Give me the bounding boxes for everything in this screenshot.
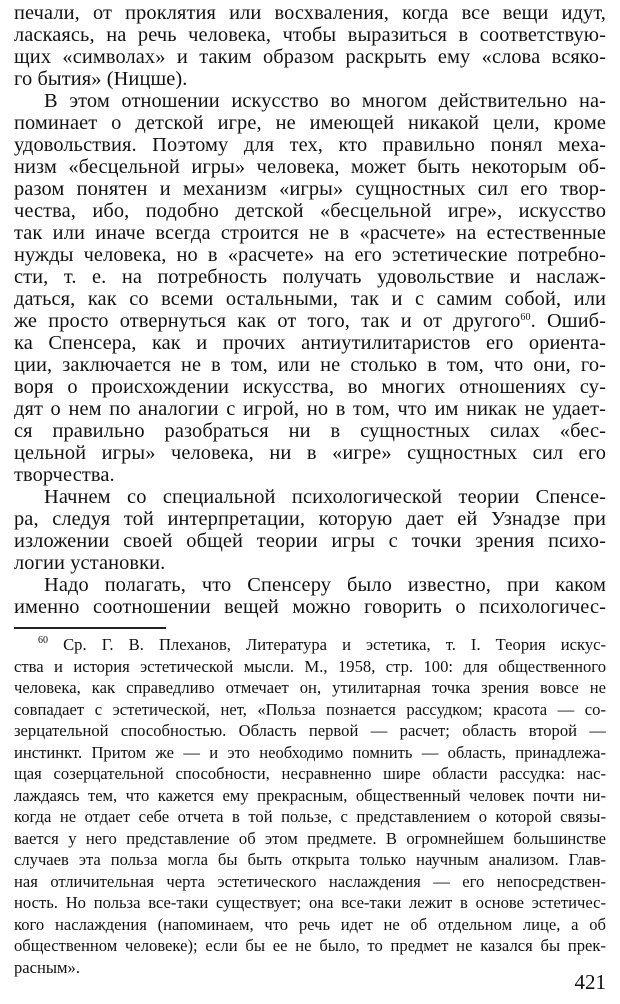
- text-line: Надо полагать, что Спенсеру было известно, при каком: [44, 574, 606, 596]
- text-line: дят о нем по аналогии с игрой, но в том, что им никак не удает-: [14, 398, 606, 420]
- footnote-line: когда не отдает себе отчета в той пользе, с представлением о которой связы-: [14, 807, 606, 826]
- text-line: В этом отношении искусство во многом действительно на-: [44, 90, 606, 112]
- text-line: творчества.: [14, 464, 115, 486]
- text-segment: же просто отвернуться как от того, так и от другого: [14, 310, 521, 332]
- text-line: логии установки.: [14, 552, 166, 574]
- footnote-line-with-marker: [14, 634, 606, 656]
- footnote-marker: 60: [38, 635, 48, 646]
- footnote: [14, 634, 606, 978]
- text-line: печали, от проклятия или восхваления, когда все вещи идут,: [14, 2, 606, 24]
- text-line: ра, следуя той интерпретации, которую дает ей Узнадзе при: [14, 508, 606, 530]
- text-segment: . Ошиб-: [530, 310, 606, 332]
- footnote-separator: [14, 627, 166, 629]
- text-line: изложении своей общей теории игры с точки зрения психо-: [14, 530, 606, 552]
- footnote-line: щая созерцательной способности, несравненно шире области рассудка: нас-: [14, 764, 606, 783]
- text-line: сти, т. е. на потребность получать удовольствие и наслаж-: [14, 266, 606, 288]
- main-text: [14, 2, 606, 618]
- text-line: ся правильно разобраться ни в сущностных силах «бес-: [14, 420, 606, 442]
- footnote-line: ства и история эстетической мысли. М., 1958, стр. 100: для общественного: [14, 656, 606, 676]
- text-line: щих «символах» и таким образом раскрыть ему «слова всяко-: [14, 46, 606, 68]
- footnote-text: Ср. Г. В. Плеханов, Литература и эстетика, т. I. Теория искус-: [63, 635, 607, 654]
- text-line: именно соотношении вещей можно говорить о психологичес-: [14, 596, 606, 618]
- text-line: воря о происхождении искусства, во многих отношениях су-: [14, 376, 606, 398]
- footnote-line: расным».: [14, 957, 81, 977]
- footnote-line: инстинкт. Притом же — и это необходимо помнить — область, принадлежа-: [14, 742, 606, 762]
- footnote-line: вается у него представление об этом предмете. В огромнейшем большинстве: [14, 828, 606, 848]
- footnote-line: ность. Но польза все-таки существует; она все-таки лежит в основе эстетичес-: [14, 893, 606, 912]
- footnote-line: совпадает с эстетической, нет, «Польза познается рассудком; красота — со-: [14, 699, 606, 719]
- text-line: удовольствия. Поэтому для тех, кто правильно понял меха-: [14, 134, 606, 156]
- text-line: цельной игры» человека, ни в «игре» сущностных сил его: [14, 442, 606, 464]
- text-line: низм «бесцельной игры» человека, может быть некоторым об-: [14, 156, 606, 178]
- footnote-line: случаев эта польза могла бы быть открыта только научным анализом. Глав-: [14, 850, 606, 869]
- text-line: Начнем со специальной психологической теории Спенсе-: [44, 486, 606, 508]
- text-line: поминает о детской игре, не имеющей никакой цели, кроме: [14, 112, 606, 134]
- text-line: нужды человека, но в «расчете» на его эстетические потребно-: [14, 244, 606, 266]
- footnote-line: зерцательной способностью. Область первой — расчет; область второй —: [14, 721, 606, 740]
- text-line: ка Спенсера, как и прочих антиутилитаристов его ориента-: [14, 332, 606, 354]
- footnote-line: общественном человеке); если бы ее не было, то предмет не казался бы прек-: [14, 936, 606, 955]
- footnote-reference: 60: [520, 312, 531, 323]
- footnote-line: человека, как справедливо отмечает он, утилитарная точка зрения вовсе не: [14, 678, 606, 697]
- text-line: так или иначе всегда строится не в «расчете» на естественные: [14, 222, 606, 244]
- text-line: чества, ибо, подобно детской «бесцельной игре», искусство: [14, 200, 606, 222]
- text-line: ции, заключается не в том, или не столько в том, что они, го-: [14, 354, 606, 376]
- text-line-with-note: [14, 310, 606, 332]
- footnote-line: лаждаясь тем, что кажется ему прекрасным, общественный человек почти ни-: [14, 785, 606, 805]
- text-line: даться, как со всеми остальными, так и с самим собой, или: [14, 288, 606, 310]
- text-line: ласкаясь, на речь человека, чтобы выразиться в соответствую-: [14, 24, 606, 46]
- footnote-line: ная отличительная черта эстетического наслаждения — его непосредствен-: [14, 871, 606, 891]
- text-line: разом понятен и механизм «игры» сущностных сил его твор-: [14, 178, 606, 200]
- text-line: го бытия» (Ницше).: [14, 68, 188, 90]
- footnote-line: кого наслаждения (напоминаем, что речь идет не об отдельном лице, а об: [14, 914, 606, 934]
- page-number: 421: [574, 970, 606, 994]
